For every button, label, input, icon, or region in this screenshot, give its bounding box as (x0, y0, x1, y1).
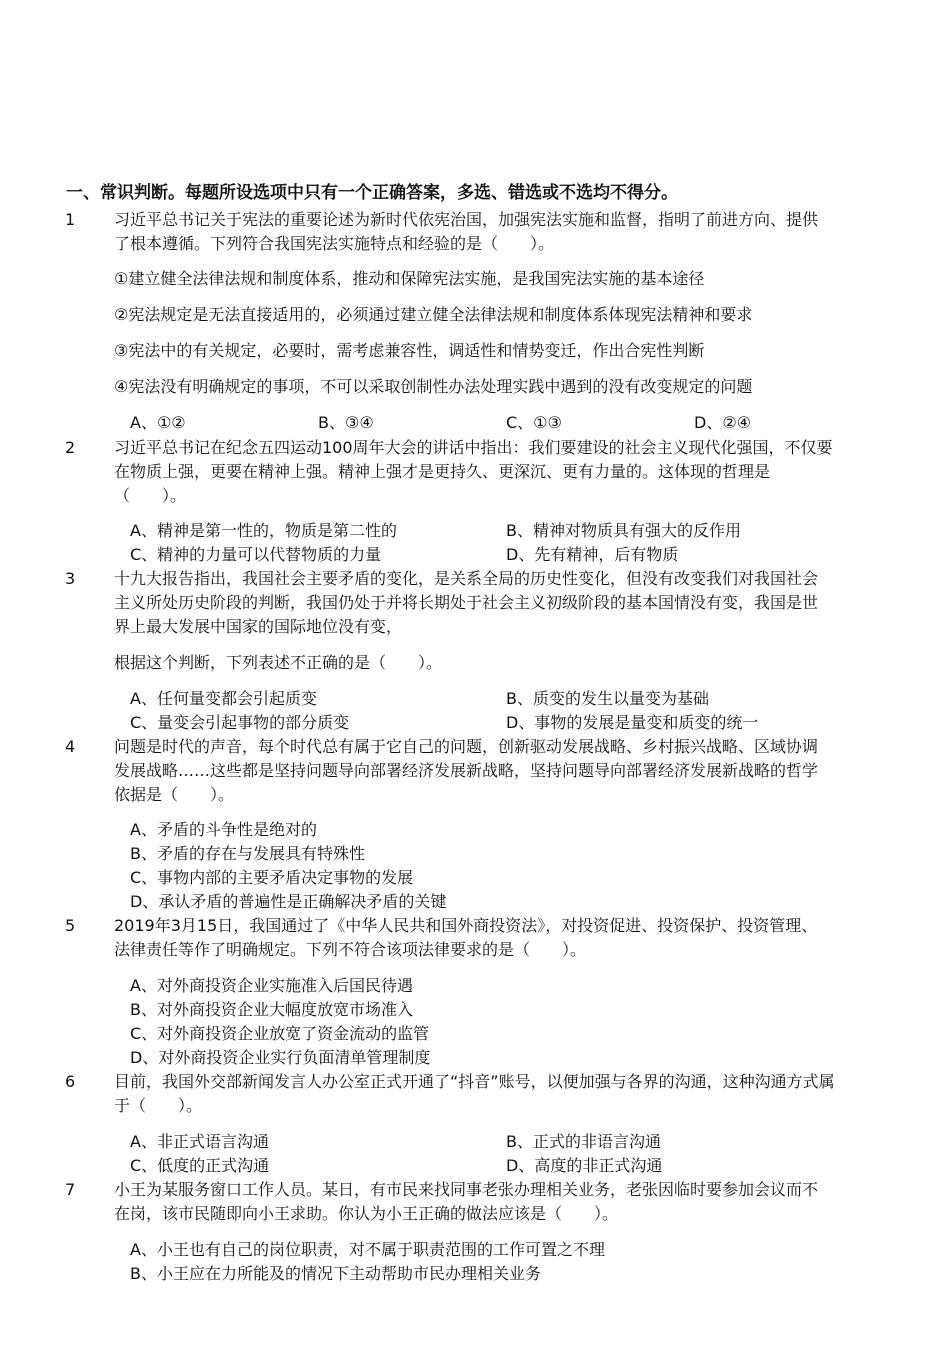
question-stem-line: 主义所处历史阶段的判断，我国仍处于并将长期处于社会主义初级阶段的基本国情没有变，我国是世 (114, 593, 819, 612)
section-title: 一、常识判断。每题所设选项中只有一个正确答案，多选、错选或不选均不得分。 (66, 183, 678, 203)
question-stem-line: 法律责任等作了明确规定。下列不符合该项法律要求的是（ ）。 (114, 940, 587, 959)
statement: ④宪法没有明确规定的事项，不可以采取创制性办法处理实践中遇到的没有改变规定的问题 (114, 377, 753, 396)
question-number: 4 (65, 737, 76, 756)
statement: ③宪法中的有关规定，必要时，需考虑兼容性，调适性和情势变迁，作出合宪性判断 (114, 341, 705, 360)
question-stem-line: 习近平总书记在纪念五四运动100周年大会的讲话中指出：我们要建设的社会主义现代化强国，不仅要 (114, 438, 833, 457)
option-b[interactable]: B、小王应在力所能及的情况下主动帮助市民办理相关业务 (130, 1264, 541, 1283)
option-c[interactable]: C、低度的正式沟通 (130, 1156, 270, 1175)
option-b[interactable]: B、对外商投资企业大幅度放宽市场准入 (130, 1000, 413, 1019)
question-stem-line: 于（ ）。 (114, 1096, 203, 1115)
option-d[interactable]: D、②④ (694, 413, 752, 432)
question-stem-line: 问题是时代的声音，每个时代总有属于它自己的问题，创新驱动发展战略、乡村振兴战略、区域协调 (114, 737, 819, 756)
question-stem-line: 发展战略……这些都是坚持问题导向部署经济发展新战略，坚持问题导向部署经济发展新战略的哲学 (114, 761, 819, 780)
option-d[interactable]: D、先有精神，后有物质 (506, 545, 679, 564)
question-stem-line: 目前，我国外交部新闻发言人办公室正式开通了“抖音”账号，以便加强与各界的沟通，这种沟通方式属 (114, 1072, 835, 1091)
option-a[interactable]: A、精神是第一性的，物质是第二性的 (130, 521, 397, 540)
statement: ①建立健全法律法规和制度体系，推动和保障宪法实施，是我国宪法实施的基本途径 (114, 269, 705, 288)
option-a[interactable]: A、①② (130, 413, 186, 432)
option-c[interactable]: C、①③ (506, 413, 562, 432)
option-c[interactable]: C、对外商投资企业放宽了资金流动的监管 (130, 1024, 430, 1043)
question-stem-line: （ ）。 (114, 486, 187, 505)
statement: ②宪法规定是无法直接适用的，必须通过建立健全法律法规和制度体系体现宪法精神和要求 (114, 305, 753, 324)
question-stem-line: 2019年3月15日，我国通过了《中华人民共和国外商投资法》，对投资促进、投资保护、投资管理、 (114, 916, 818, 935)
option-a[interactable]: A、任何量变都会引起质变 (130, 689, 317, 708)
option-b[interactable]: B、正式的非语言沟通 (506, 1132, 661, 1151)
option-d[interactable]: D、事物的发展是量变和质变的统一 (506, 713, 759, 732)
option-d[interactable]: D、承认矛盾的普遍性是正确解决矛盾的关键 (130, 892, 447, 911)
option-b[interactable]: B、矛盾的存在与发展具有特殊性 (130, 844, 365, 863)
option-b[interactable]: B、③④ (318, 413, 374, 432)
question-stem-line: 界上最大发展中国家的国际地位没有变， (114, 617, 403, 636)
question-stem-line: 小王为某服务窗口工作人员。某日，有市民来找同事老张办理相关业务，老张因临时要参加会议而不 (114, 1180, 819, 1199)
option-d[interactable]: D、高度的非正式沟通 (506, 1156, 663, 1175)
option-b[interactable]: B、精神对物质具有强大的反作用 (506, 521, 741, 540)
question-stem-line: 在岗，该市民随即向小王求助。你认为小王正确的做法应该是（ ）。 (114, 1204, 619, 1223)
question-stem-line: 依据是（ ）。 (114, 785, 235, 804)
option-c[interactable]: C、事物内部的主要矛盾决定事物的发展 (130, 868, 414, 887)
question-number: 2 (65, 438, 76, 457)
option-a[interactable]: A、非正式语言沟通 (130, 1132, 269, 1151)
option-a[interactable]: A、对外商投资企业实施准入后国民待遇 (130, 976, 413, 995)
question-stem-line: 根据这个判断，下列表述不正确的是（ ）。 (114, 653, 443, 672)
option-a[interactable]: A、矛盾的斗争性是绝对的 (130, 820, 317, 839)
question-number: 5 (65, 916, 76, 935)
question-number: 3 (65, 569, 76, 588)
question-number: 6 (65, 1072, 76, 1091)
question-stem-line: 习近平总书记关于宪法的重要论述为新时代依宪治国，加强宪法实施和监督，指明了前进方向、提供 (114, 210, 819, 229)
question-number: 1 (65, 210, 76, 229)
option-a[interactable]: A、小王也有自己的岗位职责，对不属于职责范围的工作可置之不理 (130, 1240, 605, 1259)
question-stem-line: 十九大报告指出，我国社会主要矛盾的变化，是关系全局的历史性变化，但没有改变我们对我国社会 (114, 569, 819, 588)
option-b[interactable]: B、质变的发生以量变为基础 (506, 689, 709, 708)
question-stem-line: 了根本遵循。下列符合我国宪法实施特点和经验的是（ ）。 (114, 234, 555, 253)
option-c[interactable]: C、量变会引起事物的部分质变 (130, 713, 350, 732)
question-stem-line: 在物质上强，更要在精神上强。精神上强才是更持久、更深沉、更有力量的。这体现的哲理是 (114, 462, 771, 481)
question-number: 7 (65, 1180, 76, 1199)
option-c[interactable]: C、精神的力量可以代替物质的力量 (130, 545, 382, 564)
option-d[interactable]: D、对外商投资企业实行负面清单管理制度 (130, 1048, 431, 1067)
